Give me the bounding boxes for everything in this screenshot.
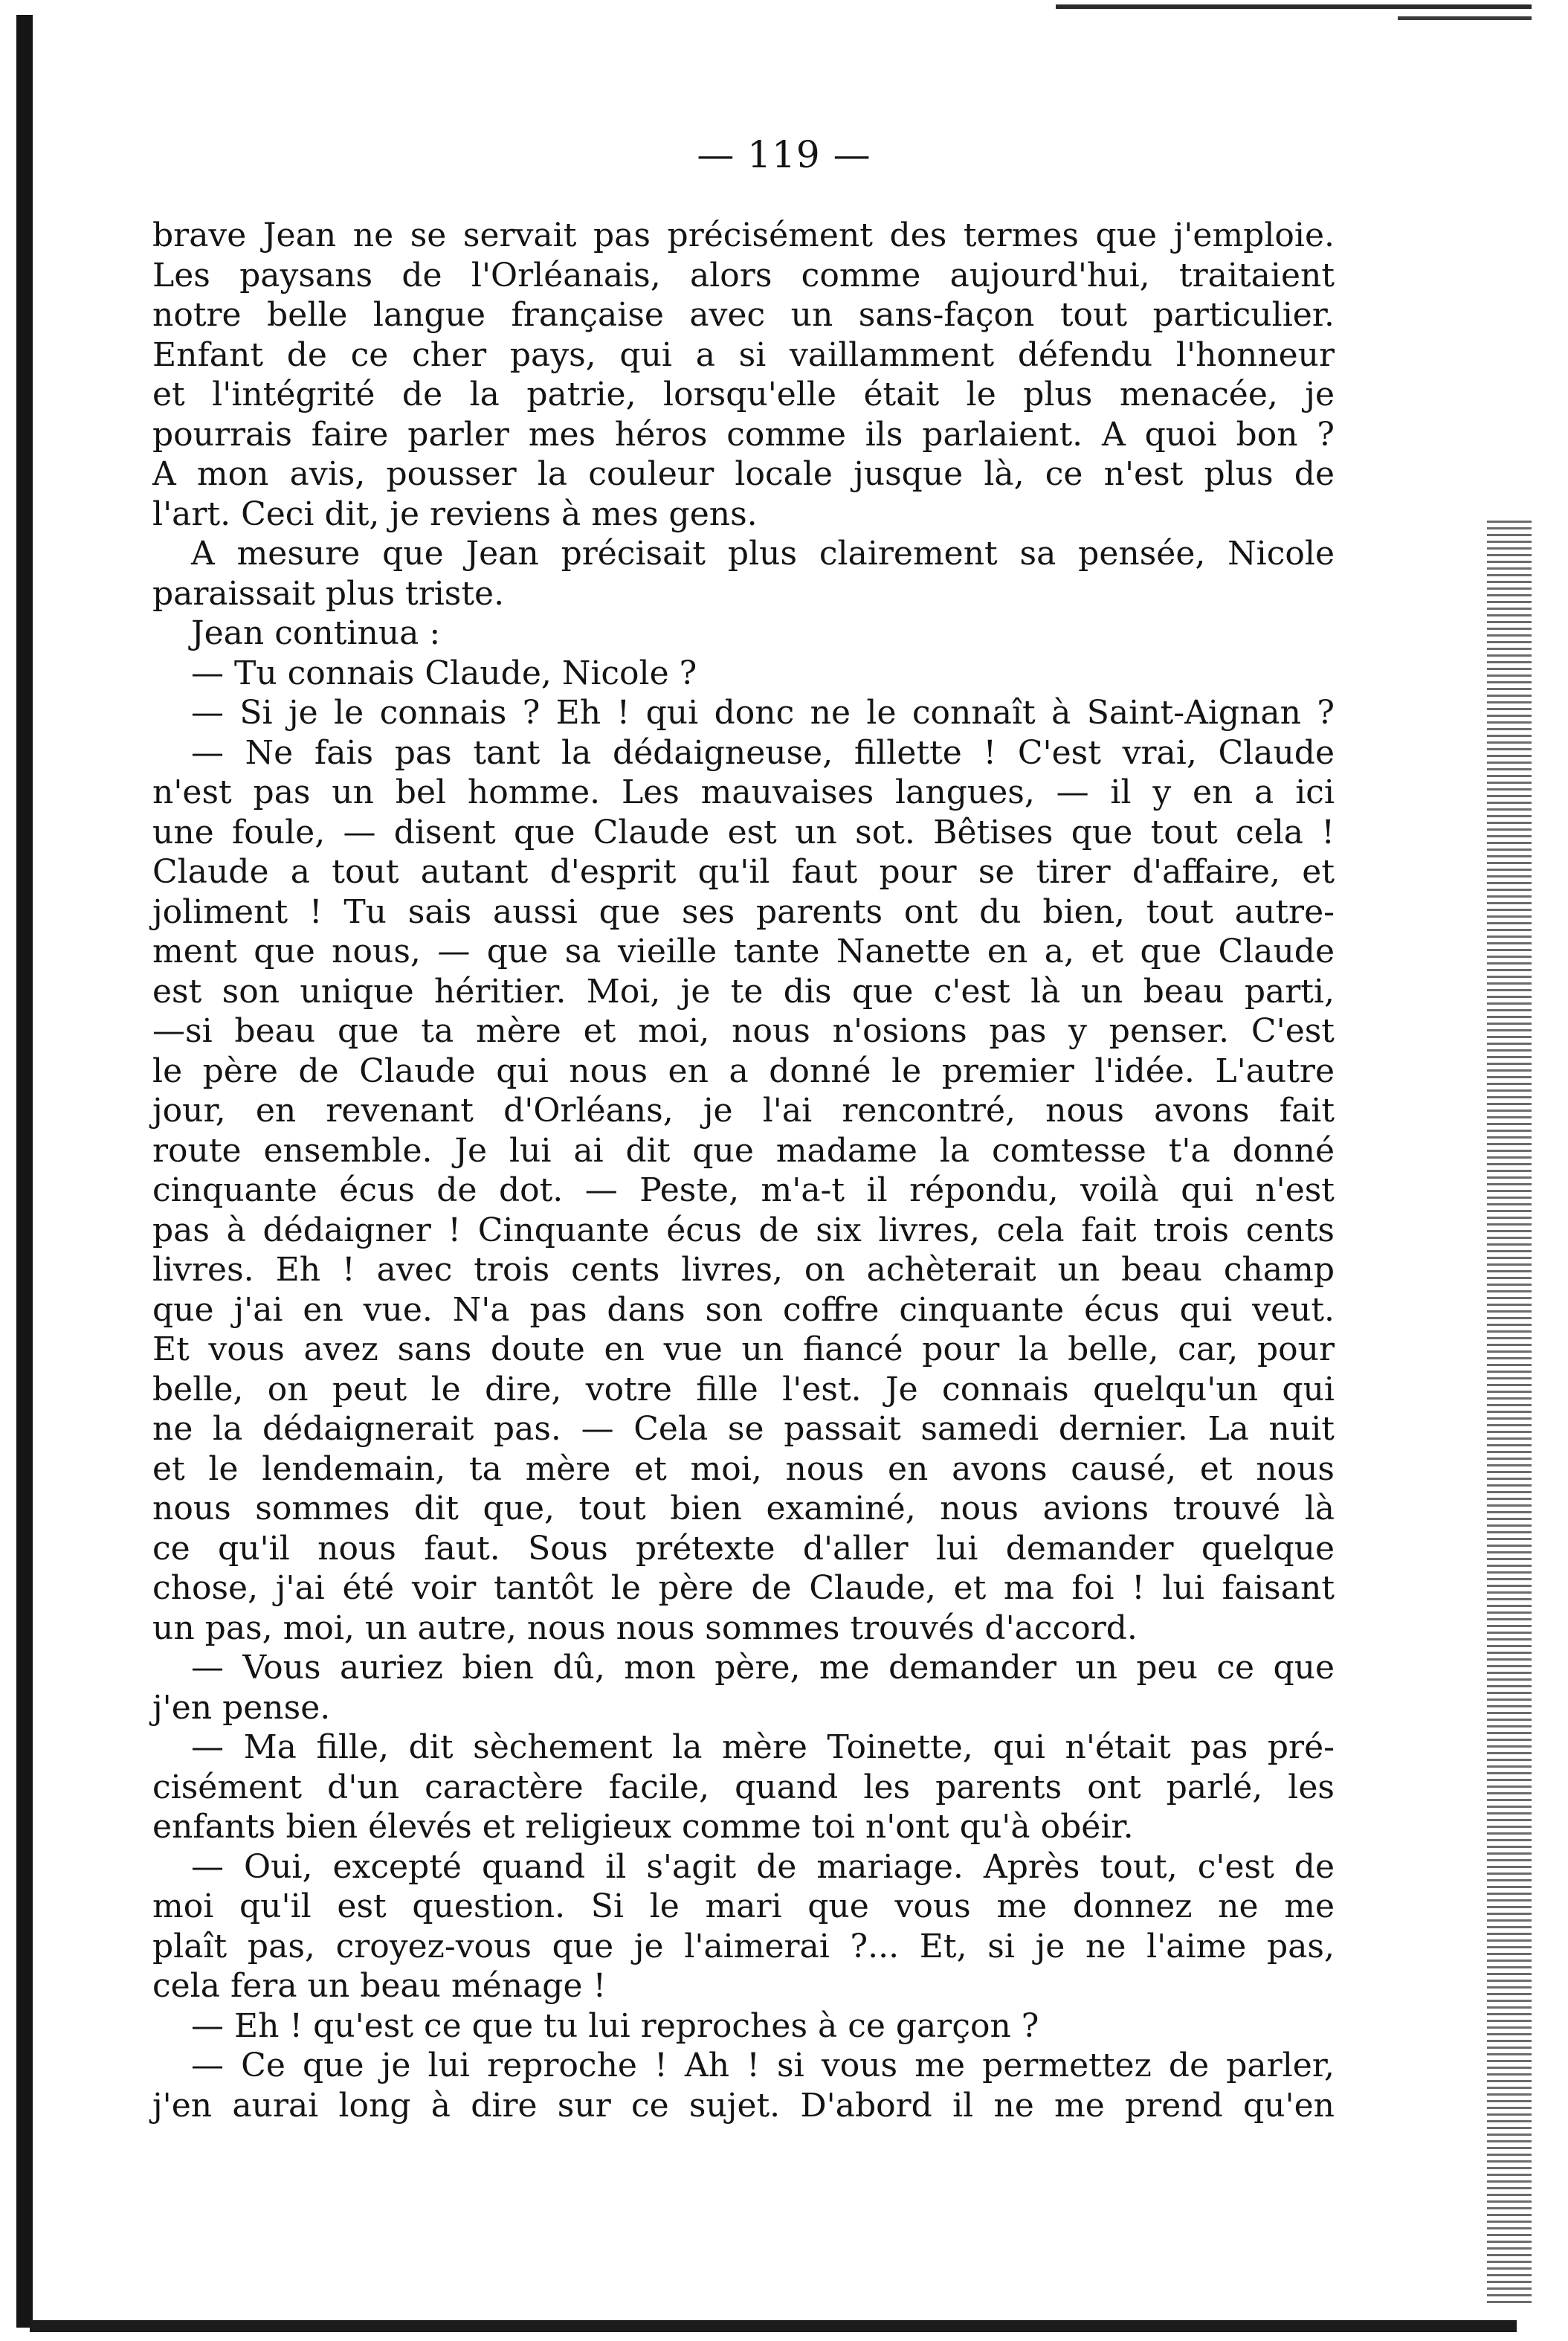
text-line: cisément d'un caractère facile, quand les parents ont parlé, les [152, 1768, 1335, 1806]
text-line: — Oui, excepté quand il s'agit de mariage. Après tout, c'est de [191, 1847, 1335, 1886]
text-line: route ensemble. Je lui ai dit que madame la comtesse t'a donné [152, 1131, 1335, 1170]
text-line: paraissait plus triste. [152, 574, 505, 613]
page-number: — 119 — [697, 133, 871, 176]
text-line: jour, en revenant d'Orléans, je l'ai rencontré, nous avons fait [152, 1092, 1335, 1130]
text-line: est son unique héritier. Moi, je te dis que c'est là un beau parti, [152, 972, 1335, 1011]
text-line: Jean continua : [191, 614, 441, 652]
text-line: que j'ai en vue. N'a pas dans son coffre cinquante écus qui veut. [152, 1290, 1335, 1329]
text-line: brave Jean ne se servait pas précisément des termes que j'emploie. [152, 216, 1335, 254]
text-line: le père de Claude qui nous en a donné le premier l'idée. L'autre [152, 1052, 1335, 1090]
text-line: A mon avis, pousser la couleur locale jusque là, ce n'est plus de [152, 455, 1335, 493]
text-line: cinquante écus de dot. — Peste, m'a-t il répondu, voilà qui n'est [152, 1171, 1335, 1209]
text-line: Les paysans de l'Orléanais, alors comme aujourd'hui, traitaient [152, 256, 1335, 294]
text-line: notre belle langue française avec un sans-façon tout particulier. [152, 296, 1335, 334]
body-text [152, 216, 1335, 2125]
text-line: cela fera un beau ménage ! [152, 1967, 607, 2005]
text-line: belle, on peut le dire, votre fille l'est. Je connais quelqu'un qui [152, 1370, 1335, 1408]
text-line: — Ma fille, dit sèchement la mère Toinette, qui n'était pas pré- [191, 1728, 1335, 1766]
text-line: ne la dédaignerait pas. — Cela se passait samedi dernier. La nuit [152, 1410, 1335, 1448]
text-line: j'en aurai long à dire sur ce sujet. D'abord il ne me prend qu'en [152, 2086, 1335, 2125]
text-line: Claude a tout autant d'esprit qu'il faut pour se tirer d'affaire, et [152, 853, 1335, 891]
text-line: —si beau que ta mère et moi, nous n'osions pas y penser. C'est [152, 1012, 1335, 1050]
text-line: Et vous avez sans doute en vue un fiancé pour la belle, car, pour [152, 1330, 1335, 1368]
text-line: — Tu connais Claude, Nicole ? [191, 654, 697, 692]
text-line: livres. Eh ! avec trois cents livres, on achèterait un beau champ [152, 1251, 1335, 1289]
text-line: n'est pas un bel homme. Les mauvaises langues, — il y en a ici [152, 773, 1335, 811]
text-line: — Ce que je lui reproche ! Ah ! si vous me permettez de parler, [191, 2047, 1335, 2084]
text-line: — Ne fais pas tant la dédaigneuse, fillette ! C'est vrai, Claude [191, 733, 1335, 772]
text-line: Enfant de ce cher pays, qui a si vaillamment défendu l'honneur [152, 335, 1335, 374]
text-line: ce qu'il nous faut. Sous prétexte d'aller lui demander quelque [152, 1529, 1335, 1568]
text-line: — Vous auriez bien dû, mon père, me demander un peu ce que [191, 1649, 1335, 1687]
text-line: chose, j'ai été voir tantôt le père de Claude, et ma foi ! lui faisant [152, 1569, 1335, 1607]
text-line: — Eh ! qu'est ce que tu lui reproches à ce garçon ? [191, 2006, 1039, 2045]
text-line: plaît pas, croyez-vous que je l'aimerai ?... Et, si je ne l'aime pas, [152, 1927, 1335, 1965]
text-line: joliment ! Tu sais aussi que ses parents ont du bien, tout autre- [152, 892, 1335, 931]
text-line: ment que nous, — que sa vieille tante Nanette en a, et que Claude [152, 933, 1335, 970]
text-line: — Si je le connais ? Eh ! qui donc ne le connaît à Saint-Aignan ? [191, 694, 1335, 732]
text-line: l'art. Ceci dit, je reviens à mes gens. [152, 495, 758, 533]
scan-border-left [16, 15, 33, 2328]
scan-border-top [1056, 4, 1532, 9]
text-line: et l'intégrité de la patrie, lorsqu'elle était le plus menacée, je [152, 376, 1335, 413]
scan-noise-right [1487, 521, 1532, 2305]
text-line: A mesure que Jean précisait plus clairement sa pensée, Nicole [191, 535, 1335, 573]
text-line: un pas, moi, un autre, nous nous sommes trouvés d'accord. [152, 1609, 1138, 1647]
text-line: pas à dédaigner ! Cinquante écus de six livres, cela fait trois cents [152, 1211, 1335, 1249]
text-line: et le lendemain, ta mère et moi, nous en avons causé, et nous [152, 1449, 1335, 1488]
text-line: moi qu'il est question. Si le mari que vous me donnez ne me [152, 1887, 1335, 1925]
scan-border-top-right [1398, 16, 1532, 20]
text-line: une foule, — disent que Claude est un sot. Bêtises que tout cela ! [152, 813, 1335, 851]
text-line: enfants bien élevés et religieux comme toi n'ont qu'à obéir. [152, 1808, 1134, 1846]
text-line: j'en pense. [152, 1688, 331, 1727]
scan-border-bottom [30, 2320, 1517, 2332]
text-line: pourrais faire parler mes héros comme ils parlaient. A quoi bon ? [152, 415, 1335, 454]
text-line: nous sommes dit que, tout bien examiné, nous avions trouvé là [152, 1490, 1335, 1527]
